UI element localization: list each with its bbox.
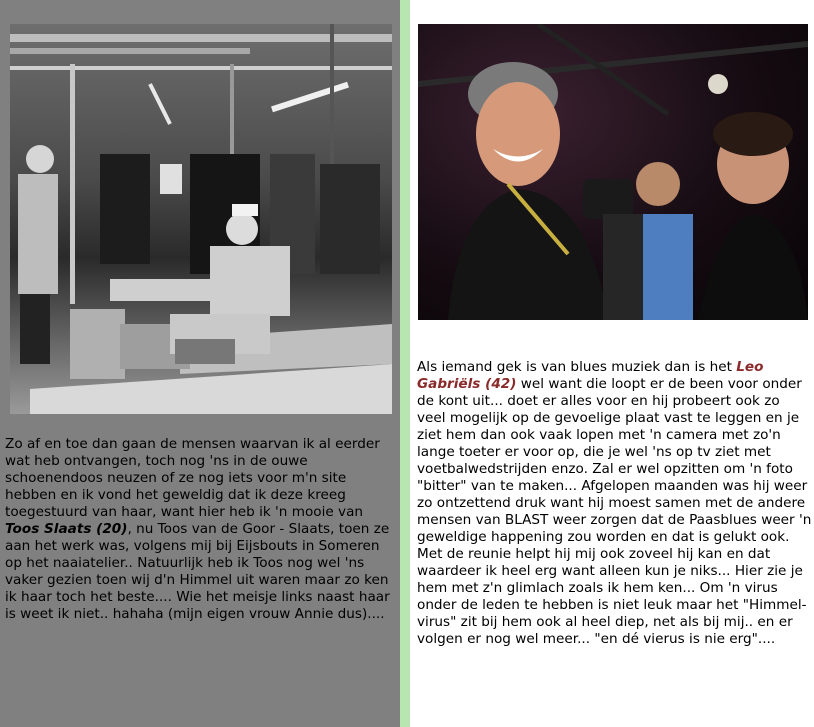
sewing-workshop-photo <box>10 24 392 414</box>
person-name-toos: Toos Slaats (20) <box>5 521 128 537</box>
right-column <box>410 0 814 727</box>
sewing-photo-illustration <box>10 24 392 414</box>
left-column <box>0 0 400 727</box>
left-caption-intro: Zo af en toe dan gaan de mensen waarvan ik al eerder wat heb ontvangen, toch nog 'ns in de ouwe schoenendoos neuzen of ze nog iets voor m'n site hebben en ik vond het geweldig dat ik deze kreeg toegestuurd van haar, want hier heb ik 'n mooie van <box>5 436 380 520</box>
left-caption-rest: , nu Toos van de Goor - Slaats, toen ze aan het werk was, volgens mij bij Eijsbouts in Someren op het naaiatelier.. Natuurlijk heb ik Toos nog wel 'ns vaker gezien toen wij d'n Himmel uit waren maar zo ken ik haar toch het beste.... Wie het meisje links naast haar is weet ik niet.. hahaha (mijn eigen vrouw Annie dus).... <box>5 521 390 622</box>
person-name-leo: Leo Gabriëls (42) <box>417 359 764 392</box>
right-caption-rest: wel want die loopt er de been voor onder de kont uit... doet er alles voor en hij probeert ook zo veel mogelijk op de gevoelige plaat vast te leggen en je ziet hem dan ook vaak lopen met 'n camera met zo'n lange toeter er voor op, die je wel 'ns op tv ziet met voetbalwedstrijden enzo. Zal er wel opzitten om 'n foto "bitter" van te maken... Afgelopen maanden was hij weer zo ontzettend druk want hij moest samen met de andere mensen van BLAST weer zorgen dat de Paasblues weer 'n geweldige happening zou worden en dat is gelukt ook. Met de reunie helpt hij mij ook zoveel hij kan en dat waardeer ik heel erg want alleen kun je niks... Hier zie je hem met z'n glimlach zoals ik hem ken... Om 'n virus onder de leden te hebben is niet leuk maar het "Himmel-virus" zit bij hem ook al heel diep, net als bij mij.. en er volgen er nog wel meer... "en dé vierus is nie erg".... <box>417 376 812 647</box>
left-caption <box>5 436 395 623</box>
photographer-photo-illustration <box>418 24 808 320</box>
photographer-photo <box>418 24 808 320</box>
right-caption <box>417 359 812 648</box>
column-divider <box>400 0 410 727</box>
right-caption-intro: Als iemand gek is van blues muziek dan is het <box>417 359 737 375</box>
